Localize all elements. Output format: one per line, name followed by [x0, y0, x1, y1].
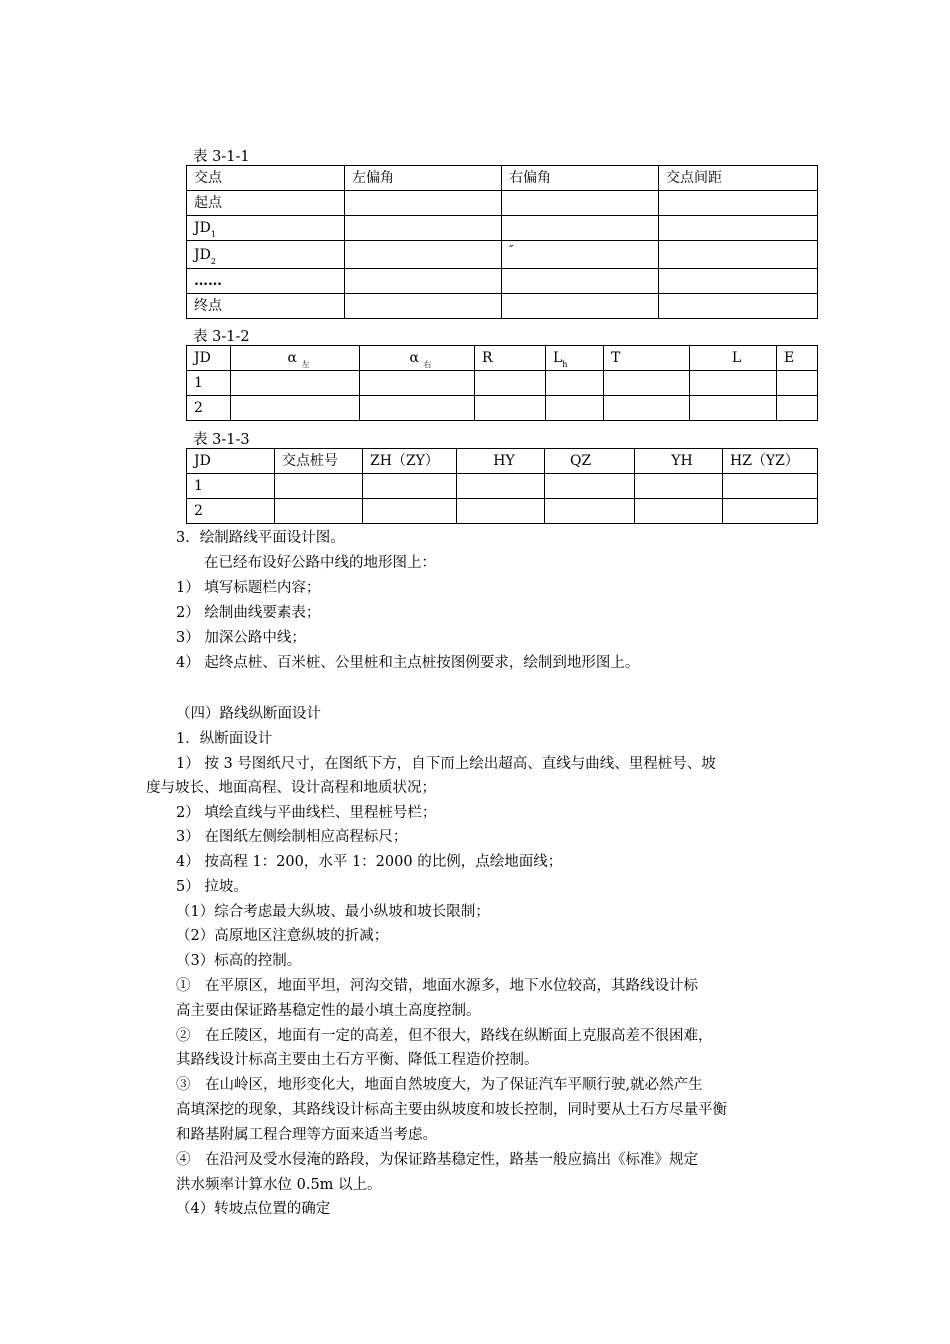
paragraph-line: 和路基附属工程合理等方面来适当考虑。	[176, 1127, 437, 1143]
sub-list-item: （4）转坡点位置的确定	[176, 1201, 331, 1217]
list-item: 2） 填绘直线与平曲线栏、里程桩号栏；	[176, 805, 437, 821]
header-cell: HY	[457, 449, 545, 474]
row-label: ……	[187, 269, 345, 294]
header-cell: R	[475, 346, 546, 371]
table-cell	[545, 499, 635, 524]
table-cell	[659, 294, 818, 319]
header-cell: QZ	[545, 449, 635, 474]
sub-list-item: （3）标高的控制。	[176, 953, 302, 969]
table-cell	[363, 474, 457, 499]
table-row	[187, 371, 818, 396]
row-label-subscript: 1	[210, 230, 216, 239]
alpha-subscript: 左	[301, 360, 310, 369]
header-cell: JD	[187, 449, 275, 474]
table-row	[187, 216, 818, 241]
table-cell	[604, 371, 690, 396]
table-cell	[475, 371, 546, 396]
subsection-title: 1．纵断面设计	[176, 731, 273, 747]
table-cell	[546, 396, 604, 421]
table-cell	[231, 396, 360, 421]
table-cell	[345, 294, 502, 319]
paragraph-line: ① 在平原区，地面平坦，河沟交错，地面水源多，地下水位较高，其路线设计标	[176, 978, 698, 994]
table-row	[187, 499, 818, 524]
table-cell	[659, 191, 818, 216]
alpha-subscript: 右	[423, 360, 432, 369]
section-4-heading: （四）路线纵断面设计	[176, 706, 321, 722]
header-cell: YH	[635, 449, 723, 474]
row-label: 起点	[187, 191, 345, 216]
table1-caption: 表 3-1-1	[193, 149, 250, 165]
row-label-subscript: 2	[210, 256, 216, 266]
paragraph-line: 高填深挖的现象，其路线设计标高主要由纵坡度和坡长控制，同时要从土石方尽量平衡	[176, 1102, 727, 1118]
row-label-text: JD	[194, 246, 211, 263]
paragraph-line: 其路线设计标高主要由土石方平衡、降低工程造价控制。	[176, 1052, 539, 1068]
table-row	[187, 269, 818, 294]
table-cell	[231, 371, 360, 396]
table-cell	[690, 396, 777, 421]
table-cell	[659, 216, 818, 241]
table-cell	[723, 499, 818, 524]
table-3-1-1	[186, 165, 818, 319]
paragraph-line: 洪水频率计算水位 0.5m 以上。	[176, 1177, 382, 1193]
table-cell	[690, 371, 777, 396]
table-cell	[360, 371, 475, 396]
table-cell	[635, 474, 723, 499]
header-cell: JD	[187, 346, 231, 371]
table-row	[187, 474, 818, 499]
table-cell: ″	[502, 241, 659, 269]
table-row	[187, 241, 818, 269]
table2-caption: 表 3-1-2	[193, 329, 250, 345]
list-item: 3） 在图纸左侧绘制相应高程标尺；	[176, 829, 408, 845]
paragraph-line: 高主要由保证路基稳定性的最小填土高度控制。	[176, 1003, 481, 1019]
table-cell	[275, 499, 363, 524]
table-cell	[360, 396, 475, 421]
header-cell: L	[690, 346, 777, 371]
table-cell	[502, 191, 659, 216]
table-cell	[345, 191, 502, 216]
header-cell	[546, 346, 604, 371]
list-item: 2） 绘制曲线要素表；	[176, 605, 321, 621]
header-cell: HZ（YZ）	[723, 449, 818, 474]
list-item: 4） 按高程 1：200，水平 1：2000 的比例，点绘地面线；	[176, 854, 563, 870]
paragraph-line: 度与坡长、地面高程、设计高程和地质状况；	[146, 780, 436, 796]
sub-list-item: （2）高原地区注意纵坡的折减；	[176, 928, 389, 944]
table-cell	[545, 474, 635, 499]
section-3-intro: 在已经布设好公路中线的地形图上：	[204, 555, 436, 571]
paragraph-line: ③ 在山岭区，地形变化大，地面自然坡度大，为了保证汽车平顺行驶,就必然产生	[176, 1077, 703, 1093]
header-cell: 交点	[187, 166, 345, 191]
table-cell	[275, 474, 363, 499]
lh-symbol: L	[553, 350, 563, 366]
row-label: 2	[187, 396, 231, 421]
table-cell	[502, 216, 659, 241]
table-cell	[345, 269, 502, 294]
row-label	[187, 216, 345, 241]
table-cell	[604, 396, 690, 421]
row-label: 2	[187, 499, 275, 524]
table-header-row	[187, 166, 818, 191]
table-cell	[659, 269, 818, 294]
table-header-row	[187, 449, 818, 474]
table-row	[187, 191, 818, 216]
header-cell: 左偏角	[345, 166, 502, 191]
header-cell	[231, 346, 360, 371]
table-cell	[635, 499, 723, 524]
row-label	[187, 241, 345, 269]
table-cell	[546, 371, 604, 396]
header-cell: 交点间距	[659, 166, 818, 191]
alpha-symbol: α	[287, 350, 297, 366]
table-row	[187, 294, 818, 319]
header-cell: 右偏角	[502, 166, 659, 191]
table-cell	[475, 396, 546, 421]
alpha-symbol: α	[409, 350, 419, 366]
table-cell	[502, 294, 659, 319]
list-item: 4） 起终点桩、百米桩、公里桩和主点桩按图例要求，绘制到地形图上。	[176, 655, 640, 671]
row-label: 终点	[187, 294, 345, 319]
row-label-text: JD	[194, 220, 211, 236]
table-cell	[345, 216, 502, 241]
header-cell	[360, 346, 475, 371]
table3-caption: 表 3-1-3	[193, 432, 250, 448]
header-cell: ZH（ZY）	[363, 449, 457, 474]
paragraph-line: ② 在丘陵区，地面有一定的高差，但不很大，路线在纵断面上克服高差不很困难，	[176, 1028, 713, 1044]
lh-subscript: h	[562, 360, 568, 369]
table-cell	[502, 269, 659, 294]
header-cell: 交点桩号	[275, 449, 363, 474]
table-cell	[777, 396, 818, 421]
table-cell	[457, 474, 545, 499]
table-cell	[363, 499, 457, 524]
table-row	[187, 396, 818, 421]
row-label: 1	[187, 474, 275, 499]
header-cell: T	[604, 346, 690, 371]
table-header-row	[187, 346, 818, 371]
paragraph-line: 1） 按 3 号图纸尺寸，在图纸下方，自下而上绘出超高、直线与曲线、里程桩号、坡	[176, 756, 716, 772]
table-cell	[345, 241, 502, 269]
table-cell	[457, 499, 545, 524]
sub-list-item: （1）综合考虑最大纵坡、最小纵坡和坡长限制；	[176, 904, 490, 920]
table-3-1-2	[186, 345, 818, 421]
list-item: 1） 填写标题栏内容；	[176, 580, 321, 596]
table-cell	[777, 371, 818, 396]
table-3-1-3	[186, 448, 818, 524]
table-cell	[659, 241, 818, 269]
header-cell: E	[777, 346, 818, 371]
paragraph-line: ④ 在沿河及受水侵淹的路段，为保证路基稳定性，路基一般应搞出《标准》规定	[176, 1152, 698, 1168]
list-item: 5） 拉坡。	[176, 879, 248, 895]
list-item: 3） 加深公路中线；	[176, 630, 306, 646]
table-cell	[723, 474, 818, 499]
row-label: 1	[187, 371, 231, 396]
section-3-title: 3．绘制路线平面设计图。	[176, 530, 345, 546]
